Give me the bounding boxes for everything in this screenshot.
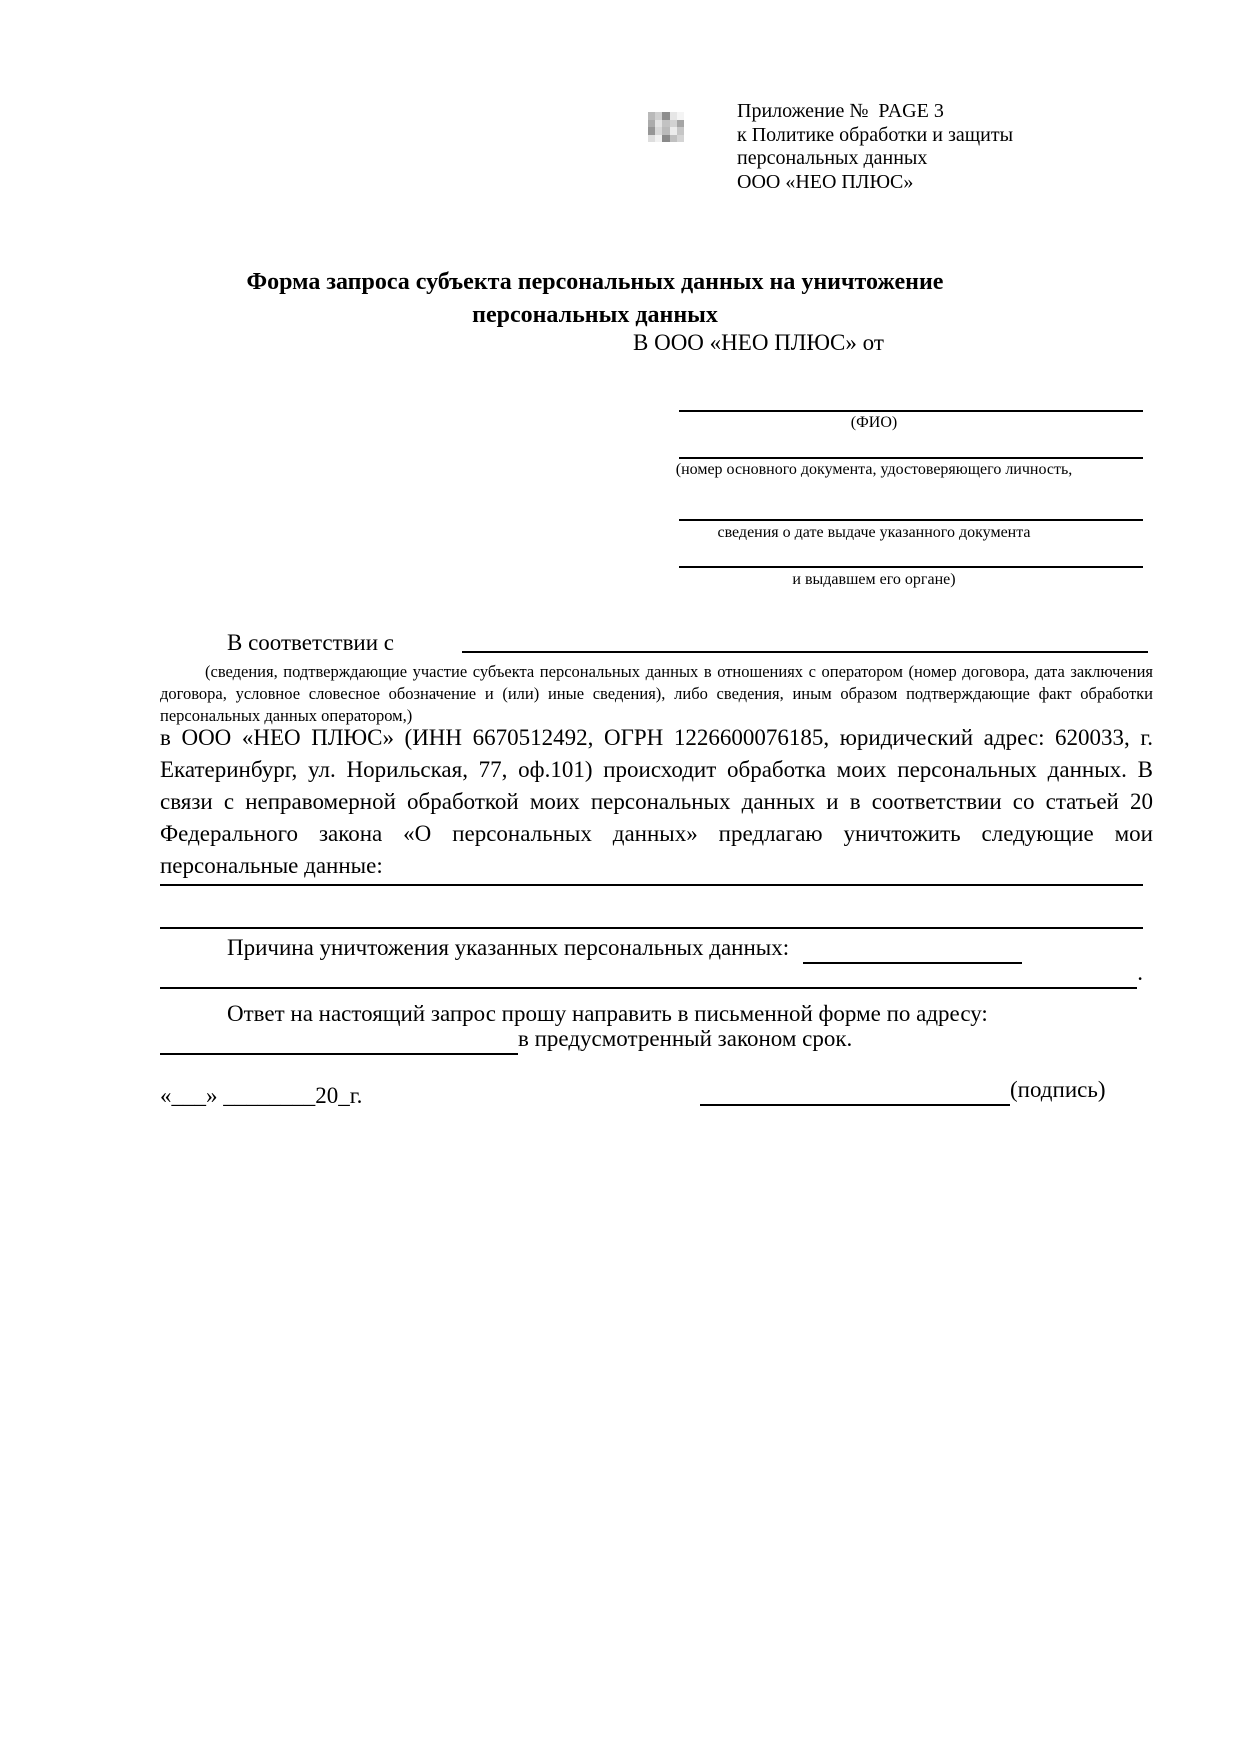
reply-term-row	[160, 1023, 1020, 1055]
page-title-line-2: персональных данных	[472, 302, 718, 328]
reason-label: Причина уничтожения указанных персональных данных:	[227, 935, 790, 960]
document-number-blank-line	[679, 427, 1143, 459]
document-number-caption: (номер основного документа, удостоверяющего личность,	[675, 461, 1073, 478]
annex-line: Приложение № PAGE 3	[737, 100, 944, 122]
fio-caption: (ФИО)	[850, 414, 898, 431]
signature-blank-line	[700, 1078, 1010, 1106]
main-paragraph: в ООО «НЕО ПЛЮС» (ИНН 6670512492, ОГРН 1226600076185, юридический адрес: 620033, г. Екатеринбург, ул. Норильская, 77, оф.101) происходит обработка моих персональных данных. В связи с неправомерной обработкой моих персональных данных и в соответствии со статьей 20 Федерального закона «О персональных данных» предлагаю уничтожить следующие мои персональные данные:	[160, 725, 1159, 878]
annex-line: ООО «НЕО ПЛЮС»	[737, 170, 914, 193]
accordance-blank-line	[462, 621, 1148, 653]
reason-continuation-blank-line	[160, 961, 1137, 989]
annex-line: к Политике обработки и защиты	[737, 123, 1014, 146]
fio-blank-line	[679, 380, 1143, 412]
page-title-line-1: Форма запроса субъекта персональных данных на уничтожение	[246, 269, 944, 295]
data-to-destroy-blank-line-2	[160, 897, 1143, 929]
address-blank-line	[160, 1027, 518, 1055]
issue-date-caption: сведения о дате выдаче указанного документа	[717, 524, 1031, 541]
pixelated-image-artifact-icon	[648, 112, 684, 142]
reason-continuation-row	[160, 957, 1143, 989]
addressee-intro: В ООО «НЕО ПЛЮС» от	[633, 330, 884, 355]
accordance-label: В соответствии с	[227, 630, 395, 655]
signature-row	[700, 1074, 1120, 1106]
issue-date-blank-line	[679, 489, 1143, 521]
reply-term-text: в предусмотренный законом срок.	[518, 1026, 853, 1051]
signature-caption: (подпись)	[1010, 1077, 1106, 1102]
fine-print-note: (сведения, подтверждающие участие субъекта персональных данных в отношениях с оператором (номер договора, дата заключения договора, условное словесное обозначение и (или) иные сведения), либо сведения, иным образом подтверждающие факт обработки персональных данных оператором,)	[160, 662, 1158, 725]
annex-line: персональных данных	[737, 147, 928, 169]
annex-note	[737, 100, 1013, 194]
reply-address-line: Ответ на настоящий запрос прошу направить в письменной форме по адресу:	[227, 1001, 988, 1026]
issuing-authority-blank-line	[679, 536, 1143, 568]
sentence-period: .	[1137, 960, 1143, 985]
date-blank: «___» ________20_г.	[160, 1083, 363, 1108]
page-title	[160, 266, 1030, 332]
issuing-authority-caption: и выдавшем его органе)	[792, 571, 956, 588]
data-to-destroy-blank-line-1	[160, 854, 1143, 886]
